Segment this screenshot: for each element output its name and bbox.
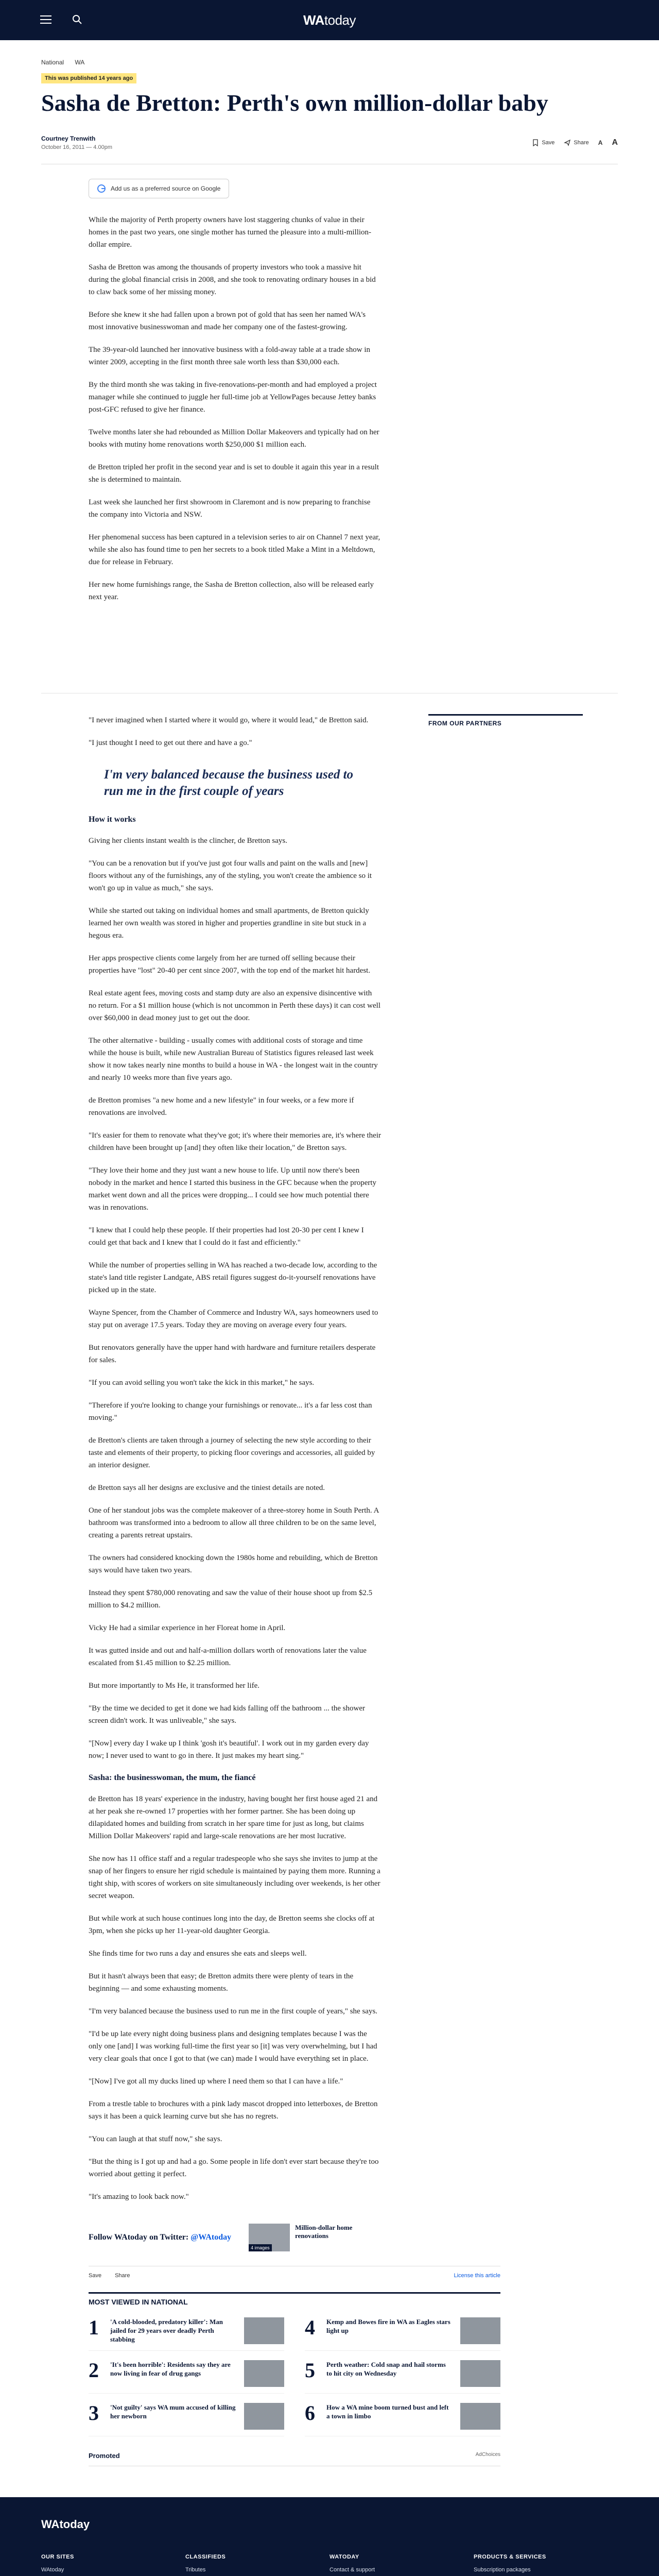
article-paragraph: Twelve months later she had rebounded as Million Dollar Makeovers and typically had on her books with mutiny home renovations worth $250,000 $1 million each. xyxy=(89,428,379,449)
headline: Kemp and Bowes fire in WA as Eagles stars light up xyxy=(326,2318,450,2334)
headline: How a WA mine boom turned bust and left a town in limbo xyxy=(326,2403,449,2420)
rank-number: 6 xyxy=(305,2401,315,2425)
share-label: Share xyxy=(574,140,589,146)
article-paragraph: "I just thought I need to get out there and have a go." xyxy=(89,739,252,747)
promoted-heading: Promoted xyxy=(89,2452,120,2460)
twitter-link[interactable]: @WAtoday xyxy=(190,2233,232,2242)
article-paragraph: "They love their home and they just want a new house to life. Up until now there's been nobody in the market and hence I started this business in the GFC because when the property market went down and all the prices were dropping... I could see how much potential there was in renovations. xyxy=(89,1166,377,1212)
article-paragraph: It was gutted inside and out and half-a-million dollars worth of renovations later the value escalated from $1.45 million to $2.25 million. xyxy=(89,1647,367,1667)
site-logo[interactable]: WAtoday xyxy=(303,12,356,28)
article-paragraph: But it hasn't always been that easy; de Bretton admits there were plenty of tears in the beginning — and some exhausting moments. xyxy=(89,1972,354,1993)
save-label: Save xyxy=(542,140,555,146)
archive-notice: This was published 14 years ago xyxy=(41,73,136,83)
share-button[interactable] xyxy=(564,139,588,146)
article-paragraph: de Bretton promises "a new home and a new lifestyle" in four weeks, or a few more if renovations are involved. xyxy=(89,1096,354,1117)
related-title: Million-dollar home renovations xyxy=(295,2224,353,2240)
text-size-large-button[interactable] xyxy=(612,138,618,147)
article-paragraph: Last week she launched her first showroom in Claremont and is now preparing to franchise the company into Victoria and NSW. xyxy=(89,498,371,519)
pull-quote: I'm very balanced because the business used to run me in the first couple of years xyxy=(104,768,354,798)
section-heading: How it works xyxy=(89,815,136,824)
thumbnail-image xyxy=(244,2403,284,2430)
footer-column xyxy=(330,2554,474,2576)
article-paragraph: de Bretton's clients are taken through a journey of selecting the new style according to their taste and elements of their property, to picking floor coverings and accessories, all guided by an interior designer. xyxy=(89,1436,375,1469)
article-paragraph: Real estate agent fees, moving costs and stamp duty are also an expensive disincentive with no return. For a $1 million house (which is not uncommon in Perth these days) it can cost well over $60,000 in dead money just to get out the door. xyxy=(89,989,380,1022)
article-paragraph: While the number of properties selling in WA has reached a two-decade low, according to the state's land title register Landgate, ABS retail figures suggest do-it-yourself renovations have picked up in the state. xyxy=(89,1261,377,1294)
article-paragraph: "[Now] every day I wake up I think 'gosh it's beautiful'. I work out in my garden every day now; I never used to want to go in there. It just makes my heart sing." xyxy=(89,1739,369,1760)
article-paragraph: The 39-year-old launched her innovative business with a fold-away table at a trade show in winter 2009, accepting in the first month three sale worth less than $30,000 each. xyxy=(89,346,371,366)
article-paragraph: One of her standout jobs was the complete makeover of a three-storey home in South Perth. A bathroom was transformed into a bedroom to allow all three children to be on the same level, creating a parents retreat upstairs. xyxy=(89,1506,379,1539)
footer-link[interactable]: Subscription packages xyxy=(474,2567,531,2573)
article-paragraph: "By the time we decided to get it done we had kids falling off the bathroom ... the shower screen didn't work. It was unliveable," she says. xyxy=(89,1704,365,1725)
most-viewed-item[interactable] xyxy=(305,2317,500,2351)
image-count-badge: 4 images xyxy=(249,2244,272,2251)
breadcrumb-item[interactable]: National xyxy=(41,59,64,66)
article-paragraph: Her new home furnishings range, the Sasha de Bretton collection, also will be released early next year. xyxy=(89,581,374,601)
article-paragraph: She finds time for two runs a day and ensures she eats and sleeps well. xyxy=(89,1950,307,1958)
article-paragraph: While she started out taking on individual homes and small apartments, de Bretton quickly learned her own wealth was stored in higher and properties grandline in site but stuck in a hegous era. xyxy=(89,907,369,940)
article-paragraph: "I knew that I could help these people. If their properties had lost 20-30 per cent I knew I could get that back and I knew that I could do it fast and efficiently." xyxy=(89,1226,364,1247)
article-paragraph: "But the thing is I got up and had a go. Some people in life don't ever start because they're too worried about getting it perfect. xyxy=(89,2158,379,2178)
follow-text xyxy=(89,2233,231,2242)
footer-link[interactable]: WAtoday xyxy=(41,2567,64,2573)
sidebar xyxy=(428,714,583,727)
breadcrumb-item[interactable]: WA xyxy=(75,59,85,66)
google-icon xyxy=(97,184,106,193)
article-paragraph: Her apps prospective clients come largely from her are turned off selling because their properties have "lost" 20-40 per cent since 2007, with the top end of the market hit hardest. xyxy=(89,954,371,975)
article-paragraph: "You can laugh at that stuff now," she says. xyxy=(89,2135,222,2143)
thumbnail-image xyxy=(460,2360,500,2387)
article-paragraph: Giving her clients instant wealth is the clincher, de Bretton says. xyxy=(89,837,287,845)
article-paragraph: But while work at such house continues long into the day, de Bretton seems she clocks off at 3pm, when she picks up her 11-year-old daughter Georgia. xyxy=(89,1914,375,1935)
bottom-share-button[interactable]: Share xyxy=(115,2273,130,2279)
rank-number: 2 xyxy=(89,2359,99,2382)
article-paragraph: "It's amazing to look back now." xyxy=(89,2193,189,2201)
follow-prefix: Follow WAtoday on Twitter: xyxy=(89,2233,191,2242)
breadcrumb xyxy=(41,40,618,66)
article-paragraph: The other alternative - building - usually comes with additional costs of storage and time while the house is built, while new Australian Bureau of Statistics figures released last week show it now takes nearly nine months to build a house in WA - the longest wait in the country and nearly 10 weeks more than five years ago. xyxy=(89,1037,378,1082)
headline: 'A cold-blooded, predatory killer': Man jailed for 29 years over deadly Perth stabbing xyxy=(110,2318,223,2343)
article-paragraph: "I'd be up late every night doing business plans and designing templates because I was the only one [and] I was working full-time the first year so [it] was very overwhelming, but I had very clear goals that once I got to that (we can) made I would have everything set in place. xyxy=(89,2030,377,2063)
article-paragraph: de Bretton tripled her profit in the second year and is set to double it again this year in a result she is determined to maintain. xyxy=(89,463,379,484)
article-title: Sasha de Bretton: Perth's own million-dollar baby xyxy=(41,90,548,116)
article-paragraph: "If you can avoid selling you won't take the kick in this market," he says. xyxy=(89,1379,315,1387)
headline: 'Not guilty' says WA mum accused of killing her newborn xyxy=(110,2403,236,2420)
most-viewed xyxy=(89,2292,500,2436)
most-viewed-item[interactable] xyxy=(89,2403,284,2436)
rank-number: 5 xyxy=(305,2359,315,2382)
footer-column xyxy=(185,2554,330,2576)
article-paragraph: "I never imagined when I started where it would go, where it would lead," de Bretton said. xyxy=(89,716,369,724)
article-paragraph: de Bretton says all her designs are exclusive and the tiniest details are noted. xyxy=(89,1484,325,1492)
thumbnail-image xyxy=(460,2317,500,2344)
article-paragraph: Vicky He had a similar experience in her Floreat home in April. xyxy=(89,1624,286,1632)
google-preferred-source-button[interactable] xyxy=(89,179,229,198)
footer-column-heading: OUR SITES xyxy=(41,2554,74,2560)
article-paragraph: Wayne Spencer, from the Chamber of Commerce and Industry WA, says homeowners used to stay put on average 17.5 years. Today they are moving on average every four years. xyxy=(89,1309,378,1329)
save-button[interactable] xyxy=(532,139,554,146)
article-paragraph: While the majority of Perth property owners have lost staggering chunks of value in their homes in the past two years, one single mother has turned the pleasure into a multi-million-dollar empire. xyxy=(89,216,372,249)
most-viewed-heading: MOST VIEWED IN NATIONAL xyxy=(89,2292,500,2306)
article-paragraph: "You can be a renovation but if you've just got four walls and paint on the walls and [new] floors without any of the furnishings, any of the styling, you won't create the ambience so it won't go up in value as much," she says. xyxy=(89,859,372,892)
thumbnail-image xyxy=(460,2403,500,2430)
headline: 'It's been horrible': Residents say they are now living in fear of drug gangs xyxy=(110,2361,231,2377)
article-paragraph: She now has 11 office staff and a regular tradespeople who she says she invites to jump at the snap of her fingers to ensure her rigid schedule is maintained by paying them more. Running a tight ship, with scores of workers on site simultaneously including over weekends, is her other secret weapon. xyxy=(89,1855,380,1900)
footer-column-heading: WATODAY xyxy=(330,2554,359,2560)
text-size-large-label: A xyxy=(612,138,618,147)
article-paragraph: From a trestle table to brochures with a pink lady mascot dropped into letterboxes, de Bretton says it has been a quick learning curve but she has no regrets. xyxy=(89,2100,378,2121)
article-paragraph: But renovators generally have the upper hand with hardware and furniture retailers desperate for sales. xyxy=(89,1344,376,1364)
rank-number: 4 xyxy=(305,2316,315,2339)
article-paragraph: de Bretton has 18 years' experience in the industry, having bought her first house aged 21 and at her peak she re-owned 17 properties with her former partner. She has been doing up dilapidated homes and building from scratch in her spare time for just as long, but claims Million Dollar Makeovers' rapid and large-scale renovations are her most lucrative. xyxy=(89,1795,378,1840)
article-paragraph: "I'm very balanced because the business used to run me in the first couple of years," she says. xyxy=(89,2007,378,2015)
article-paragraph: "It's easier for them to renovate what they've got; it's where their memories are, it's where their children have been brought up [and] they often like their location," de Bretton says. xyxy=(89,1131,381,1152)
ad-slot xyxy=(41,603,618,670)
site-header xyxy=(0,0,659,40)
article-paragraph: "[Now] I've got all my ducks lined up where I need them so that I can have a life." xyxy=(89,2077,343,2086)
rank-number: 1 xyxy=(89,2316,99,2339)
bottom-toolbar xyxy=(89,2266,500,2279)
article-body xyxy=(89,164,381,603)
article-paragraph: But more importantly to Ms He, it transformed her life. xyxy=(89,1682,260,1690)
article-body-continued xyxy=(89,693,381,2251)
article-paragraph: "Therefore if you're looking to change your furnishings or renovate... it's a far less cost than moving." xyxy=(89,1401,372,1422)
footer-column-heading: PRODUCTS & SERVICES xyxy=(474,2554,546,2560)
footer-link[interactable]: Tributes xyxy=(185,2567,206,2573)
most-viewed-item[interactable] xyxy=(89,2360,284,2394)
article-paragraph: Her phenomenal success has been captured in a television series to air on Channel 7 next year, while she also has found time to pen her secrets to a book titled Make a Mint in a Meltdown, due for release in February. xyxy=(89,533,380,566)
share-icon xyxy=(564,139,571,146)
article-paragraph: Sasha de Bretton was among the thousands of property investors who took a massive hit during the global financial crisis in 2008, and she took to renovating ordinary houses in a bid to claw back some of her missing money. xyxy=(89,263,376,296)
most-viewed-item[interactable] xyxy=(89,2317,284,2351)
promoted-section xyxy=(89,2452,500,2466)
footer-column-heading: CLASSIFIEDS xyxy=(185,2554,226,2560)
site-footer xyxy=(0,2497,659,2576)
author-name[interactable]: Courtney Trenwith xyxy=(41,135,96,142)
section-heading: Sasha: the businesswoman, the mum, the fiancé xyxy=(89,1773,256,1782)
related-thumbnail xyxy=(249,2224,290,2251)
google-button-label: Add us as a preferred source on Google xyxy=(111,185,221,192)
bottom-save-button[interactable]: Save xyxy=(89,2273,102,2279)
license-link[interactable]: License this article xyxy=(454,2273,500,2279)
text-size-small-button[interactable] xyxy=(598,139,603,146)
most-viewed-item[interactable] xyxy=(305,2360,500,2394)
adchoices-link[interactable]: AdChoices xyxy=(475,2452,500,2458)
footer-link[interactable]: Contact & support xyxy=(330,2567,375,2573)
publish-date: October 16, 2011 — 4.00pm xyxy=(41,144,112,150)
footer-column xyxy=(474,2554,618,2576)
article-paragraph: By the third month she was taking in five-renovations-per-month and had employed a project manager while she continued to juggle her full-time job at YellowPages because Jettey banks post-GFC refused to give her finance. xyxy=(89,381,377,414)
bookmark-icon xyxy=(532,139,539,146)
rank-number: 3 xyxy=(89,2401,99,2425)
most-viewed-item[interactable] xyxy=(305,2403,500,2436)
follow-block xyxy=(89,2224,381,2251)
text-size-small-label: A xyxy=(598,139,603,146)
footer-logo[interactable]: WAtoday xyxy=(41,2518,90,2531)
article-paragraph: Before she knew it she had fallen upon a brown pot of gold that has seen her named WA's most innovative businesswoman and made her company one of the fastest-growing. xyxy=(89,311,366,331)
related-gallery[interactable] xyxy=(249,2224,362,2251)
thumbnail-image xyxy=(244,2360,284,2387)
partners-heading: FROM OUR PARTNERS xyxy=(428,714,583,727)
article-paragraph: The owners had considered knocking down the 1980s home and rebuilding, which de Bretton says would have taken two years. xyxy=(89,1554,378,1574)
article-paragraph: Instead they spent $780,000 renovating and saw the value of their house shoot up from $2.5 million to $4.2 million. xyxy=(89,1589,373,1609)
headline: Perth weather: Cold snap and hail storms to hit city on Wednesday xyxy=(326,2361,446,2377)
footer-column xyxy=(41,2554,185,2576)
thumbnail-image xyxy=(244,2317,284,2344)
